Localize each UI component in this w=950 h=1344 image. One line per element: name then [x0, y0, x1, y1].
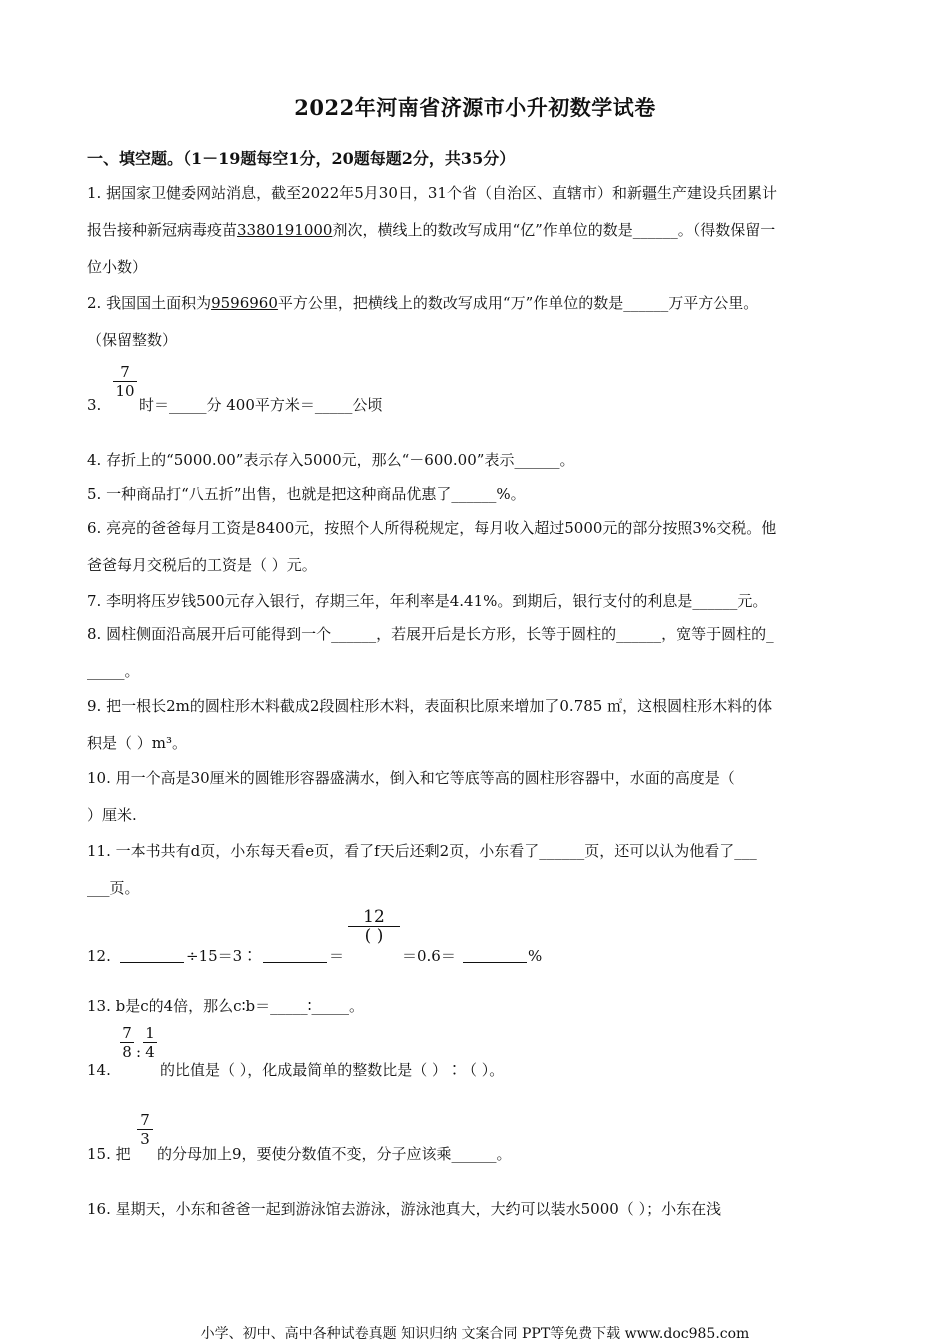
- q1-underlined-number: 3380191000: [237, 221, 333, 239]
- q2-text-b: 平方公里，把横线上的数改写成用“万”作单位的数是______万平方公里。: [277, 294, 759, 312]
- question-6-line-2: 爸爸每月交税后的工资是（ ）元。: [87, 556, 317, 574]
- page-title: 2022年河南省济源市小升初数学试卷: [294, 95, 656, 120]
- q14-fraction-1: [120, 1024, 134, 1061]
- question-6-line-1: 6. 亮亮的爸爸每月工资是8400元，按照个人所得税规定，每月收入超过5000元的部分按照3%交税。他: [87, 519, 777, 537]
- q2-underlined-number: 9596960: [211, 294, 278, 312]
- question-15-text: 的分母加上9，要使分数值不变，分子应该乘______。: [157, 1145, 512, 1163]
- question-10-line-2: ）厘米.: [87, 806, 137, 824]
- q14-fraction-1-denominator: 8: [122, 1043, 132, 1061]
- q2-text-a: 2. 我国国土面积为: [87, 294, 212, 312]
- q12-blank-3: [463, 948, 527, 963]
- question-5: 5. 一种商品打“八五折”出售，也就是把这种商品优惠了______%。: [87, 485, 526, 503]
- question-11-line-1: 11. 一本书共有d页，小东每天看e页，看了f天后还剩2页，小东看了______页，还可以认为他看了___: [87, 842, 757, 860]
- q1-text-b: 剂次，横线上的数改写成用“亿”作单位的数是______。（得数保留一: [332, 221, 776, 239]
- q1-text-a: 报告接种新冠病毒疫苗: [87, 221, 238, 239]
- q15-fraction: [137, 1111, 153, 1148]
- question-3-prefix: 3.: [87, 396, 102, 414]
- q14-colon: :: [136, 1043, 142, 1061]
- q12-fraction-denominator: ( ): [364, 926, 384, 946]
- question-3-text: 时＝_____分 400平方米＝_____公顷: [139, 396, 383, 414]
- question-1-line-2: [87, 220, 775, 240]
- question-1-line-1: 1. 据国家卫健委网站消息，截至2022年5月30日，31个省（自治区、直辖市）和新疆生产建设兵团累计: [87, 184, 777, 202]
- question-8-line-2: _____。: [87, 662, 140, 680]
- q15-fraction-denominator: 3: [140, 1130, 150, 1148]
- q12-mid-text: ÷15＝3∶: [186, 947, 258, 965]
- question-11-line-2: ___页。: [87, 879, 140, 897]
- q3-fraction-denominator: 10: [115, 382, 135, 400]
- section-heading: 一、填空题。（1－19题每空1分，20题每题2分，共35分）: [87, 149, 516, 168]
- question-13: 13. b是c的4倍，那么c∶b＝_____∶_____。: [87, 997, 364, 1015]
- q12-tail-text: ＝0.6＝: [402, 947, 456, 965]
- question-10-line-1: 10. 用一个高是30厘米的圆锥形容器盛满水，倒入和它等底等高的圆柱形容器中，水面的高度是（: [87, 769, 735, 787]
- question-2-line-1: [87, 293, 758, 313]
- question-7: 7. 李明将压岁钱500元存入银行，存期三年，年利率是4.41%。到期后，银行支付的利息是______元。: [87, 592, 768, 610]
- q12-fraction-numerator: 12: [363, 907, 385, 927]
- page-footer: 小学、初中、高中各种试卷真题 知识归纳 文案合同 PPT等免费下载 www.doc985.com: [200, 1326, 750, 1342]
- question-16: 16. 星期天，小东和爸爸一起到游泳馆去游泳，游泳池真大，大约可以装水5000（ ）；小东在浅: [87, 1200, 722, 1218]
- q12-blank-1: [120, 948, 184, 963]
- question-12-prefix: 12.: [87, 947, 111, 965]
- question-1-line-3: 位小数）: [87, 258, 148, 276]
- question-15-prefix: 15. 把: [87, 1145, 131, 1163]
- q12-percent: %: [528, 947, 543, 965]
- q3-fraction-numerator: 7: [120, 363, 130, 381]
- question-9-line-1: 9. 把一根长2m的圆柱形木料截成2段圆柱形木料，表面积比原来增加了0.785 ㎡，这根圆柱形木料的体: [87, 697, 773, 715]
- question-14-prefix: 14.: [87, 1061, 111, 1079]
- q14-fraction-2: [143, 1024, 157, 1061]
- question-9-line-2: 积是（ ）m³。: [87, 734, 188, 752]
- question-14-text: 的比值是（ ），化成最简单的整数比是（ ）∶（ ）。: [160, 1061, 505, 1079]
- q14-fraction-1-numerator: 7: [122, 1024, 132, 1042]
- question-4: 4. 存折上的“5000.00”表示存入5000元，那么“－600.00”表示______。: [87, 451, 575, 469]
- q12-equals: ＝: [329, 947, 345, 965]
- q12-fraction: [348, 908, 400, 945]
- question-2-line-2: （保留整数）: [87, 331, 178, 349]
- q15-fraction-numerator: 7: [140, 1111, 150, 1129]
- q3-fraction: [113, 363, 137, 400]
- q14-fraction-2-numerator: 1: [145, 1024, 155, 1042]
- q14-fraction-2-denominator: 4: [145, 1043, 155, 1061]
- question-8-line-1: 8. 圆柱侧面沿高展开后可能得到一个______，若展开后是长方形，长等于圆柱的______，宽等于圆柱的_: [87, 625, 774, 643]
- q12-blank-2: [263, 948, 327, 963]
